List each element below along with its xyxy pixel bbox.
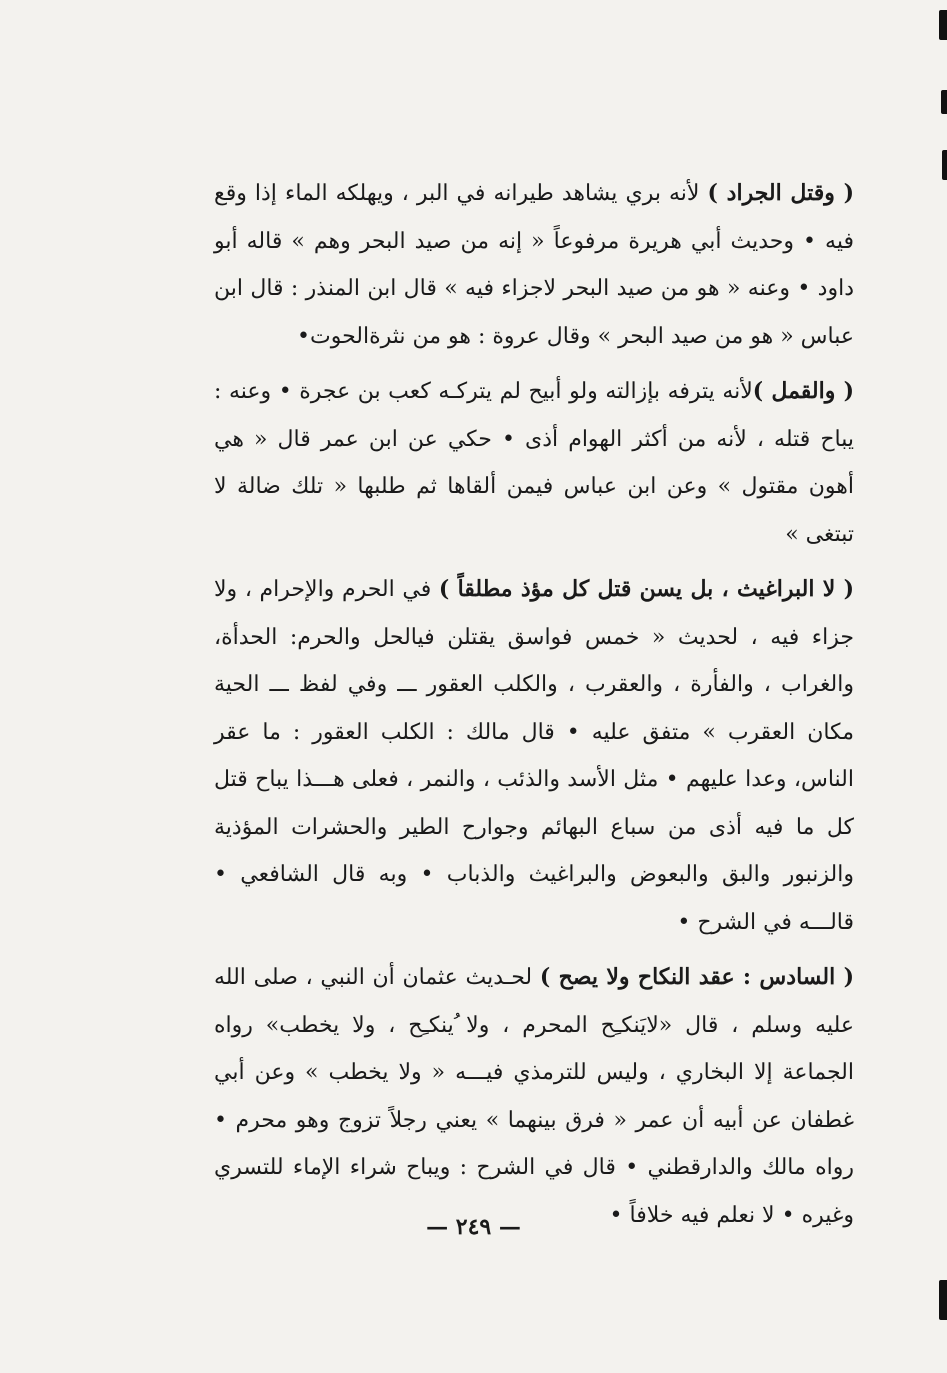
page-body (214, 170, 854, 1243)
page-number: — ٢٤٩ — (426, 1214, 521, 1240)
paragraph-heading: ( والقمل ) (752, 378, 854, 404)
scan-edge-mark (939, 1280, 947, 1320)
paragraph-heading: ( وقتل الجراد ) (707, 180, 854, 206)
scan-edge-mark (939, 10, 947, 40)
paragraph-locusts (214, 170, 854, 360)
scan-edge-mark (941, 90, 947, 114)
paragraph-heading: ( السادس : عقد النكاح ولا يصح ) (539, 964, 854, 990)
paragraph-lice (214, 368, 854, 558)
paragraph-text: لأنه بري يشاهد طيرانه في البر ، ويهلكه الماء إذا وقع فيه • وحديث أبي هريرة مرفوعاً « إنه من صيد البحر وهم » قاله أبو داود • وعنه « هو من صيد البحر لاجزاء فيه » قال ابن المنذر : قال ابن عباس « هو من صيد البحر » وقال عروة : هو من نثرةالحوت• (214, 181, 854, 349)
paragraph-text: في الحرم والإحرام ، ولا جزاء فيه ، لحديث « خمس فواسق يقتلن فيالحل والحرم: الحدأة، والغراب ، والفأرة ، والعقرب ، والكلب العقور ـــ وفي لفظ ـــ الحية مكان العقرب » متفق عليه • قال مالك : الكلب العقور : ما عقر الناس، وعدا عليهم • مثل الأسد والذئب ، والنمر ، فعلى هـــذا يباح قتل كل ما فيه أذى من سباع البهائم وجوارح الطير والحشرات المؤذية والزنبور والبق والبعوض والبراغيث والذباب • وبه قال الشافعي • قالـــه في الشرح • (214, 577, 854, 935)
paragraph-heading: ( لا البراغيث ، بل يسن قتل كل مؤذ مطلقاً ) (438, 576, 854, 602)
paragraph-text: لأنه يترفه بإزالته ولو أبيح لم يتركـه كعب بن عجرة • وعنه : يباح قتله ، لأنه من أكثر الهوام أذى • حكي عن ابن عمر قال « هي أهون مقتول » وعن ابن عباس فيمن ألقاها ثم طلبها « تلك ضالة لا تبتغى » (214, 379, 854, 547)
paragraph-text: لحـديث عثمان أن النبي ، صلى الله عليه وسلم ، قال «لايَنكـِح المحرم ، ولا ُينكـِح ، ولا يخطب» رواه الجماعة إلا البخاري ، وليس للترمذي فيـــه « ولا يخطب » وعن أبي غطفان عن أبيه أن عمر « فرق بينهما » يعني رجلاً تزوج وهو محرم • رواه مالك والدارقطني • قال في الشرح : ويباح شراء الإماء للتسري وغيره • لا نعلم فيه خلافاً • (214, 965, 855, 1228)
paragraph-marriage (214, 954, 854, 1239)
scan-edge-mark (942, 150, 947, 180)
paragraph-fleas (214, 566, 854, 946)
